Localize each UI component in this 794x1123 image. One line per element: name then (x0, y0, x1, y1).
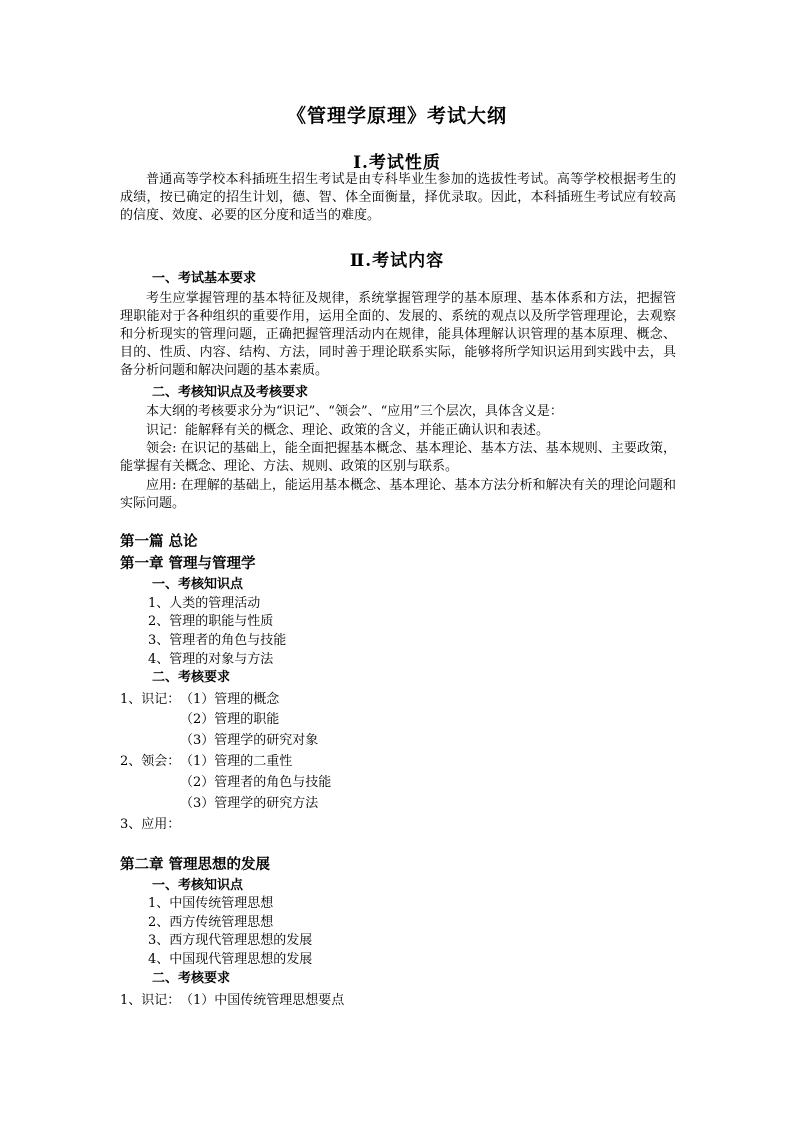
chapter1-heading: 第一章 管理与管理学 (120, 555, 256, 572)
chapter1-req-heading: 二、考核要求 (152, 670, 231, 685)
chapter1-kp-item: 4、管理的对象与方法 (148, 652, 274, 667)
chapter2-shiji-label: 1、识记： (120, 993, 181, 1008)
chapter1-kp-item: 3、管理者的角色与技能 (148, 633, 287, 648)
chapter1-shiji-label: 1、识记： (120, 692, 181, 707)
basic-requirements-body: 考生应掌握管理的基本特征及规律，系统掌握管理学的基本原理、基本体系和方法，把握管理职能对于各种组织的重要作用，运用全面的、发展的、系统的观点以及所学管理理论，去观察和分析现实的管理问题，正确把握管理活动内在规律，能具体理解认识管理的基本原理、概念、目的、性质、内容、结构、方法，同时善于理论联系实际，能够将所学知识运用到实践中去，具备分析问题和解决问题的基本素质。 (120, 291, 676, 378)
chapter2-kp-item: 2、西方传统管理思想 (148, 915, 274, 930)
chapter1-shiji-item: （3）管理学的研究对象 (180, 733, 319, 748)
chapter1-kp-heading: 一、考核知识点 (152, 577, 244, 592)
chapter2-shiji-item: （1）中国传统管理思想要点 (180, 993, 345, 1008)
chapter1-linghui-item: （3）管理学的研究方法 (180, 796, 319, 811)
section-heading-nature: Ⅰ.考试性质 (353, 153, 441, 173)
chapter2-kp-item: 4、中国现代管理思想的发展 (148, 952, 313, 967)
chapter2-kp-heading: 一、考核知识点 (152, 878, 244, 893)
chapter1-linghui-item: （1）管理的二重性 (180, 754, 293, 769)
chapter1-linghui-item: （2）管理者的角色与技能 (180, 775, 332, 790)
chapter1-kp-item: 1、人类的管理活动 (148, 596, 261, 611)
chapter1-linghui-label: 2、领会： (120, 754, 181, 769)
chapter2-heading: 第二章 管理思想的发展 (120, 856, 271, 873)
chapter1-shiji-item: （2）管理的职能 (180, 712, 280, 727)
chapter2-kp-item: 3、西方现代管理思想的发展 (148, 933, 313, 948)
chapter1-shiji-item: （1）管理的概念 (180, 692, 280, 707)
chapter2-kp-item: 1、中国传统管理思想 (148, 896, 274, 911)
chapter1-kp-item: 2、管理的职能与性质 (148, 614, 274, 629)
level-shiji-definition: 识记：能解释有关的概念、理论、政策的含义，并能正确认识和表述。 (146, 423, 550, 438)
part-heading: 第一篇 总论 (120, 533, 198, 550)
document-title: 《管理学原理》考试大纲 (286, 105, 507, 127)
chapter2-req-heading: 二、考核要求 (152, 971, 231, 986)
level-linghui-definition: 领会: 在识记的基础上，能全面把握基本概念、基本理论、基本方法、基本规则、主要政策，能掌握有关概念、理论、方法、规则、政策的区别与联系。 (120, 441, 676, 474)
section-nature-body: 普通高等学校本科插班生招生考试是由专科毕业生参加的选拔性考试。高等学校根据考生的成绩，按已确定的招生计划，德、智、体全面衡量，择优录取。因此，本科插班生考试应有较高的信度、效度、必要的区分度和适当的难度。 (120, 172, 676, 223)
level-yingyong-definition: 应用: 在理解的基础上，能运用基本概念、基本理论、基本方法分析和解决有关的理论问题和实际问题。 (120, 478, 676, 511)
section-heading-content: Ⅱ.考试内容 (349, 251, 445, 271)
subheading-basic-requirements: 一、考试基本要求 (152, 271, 257, 286)
subheading-knowledge-points: 二、考核知识点及考核要求 (152, 385, 309, 400)
levels-intro: 本大纲的考核要求分为“识记”、“领会”、“应用”三个层次，具体含义是： (146, 404, 563, 419)
chapter1-yingyong-label: 3、应用： (120, 817, 181, 832)
